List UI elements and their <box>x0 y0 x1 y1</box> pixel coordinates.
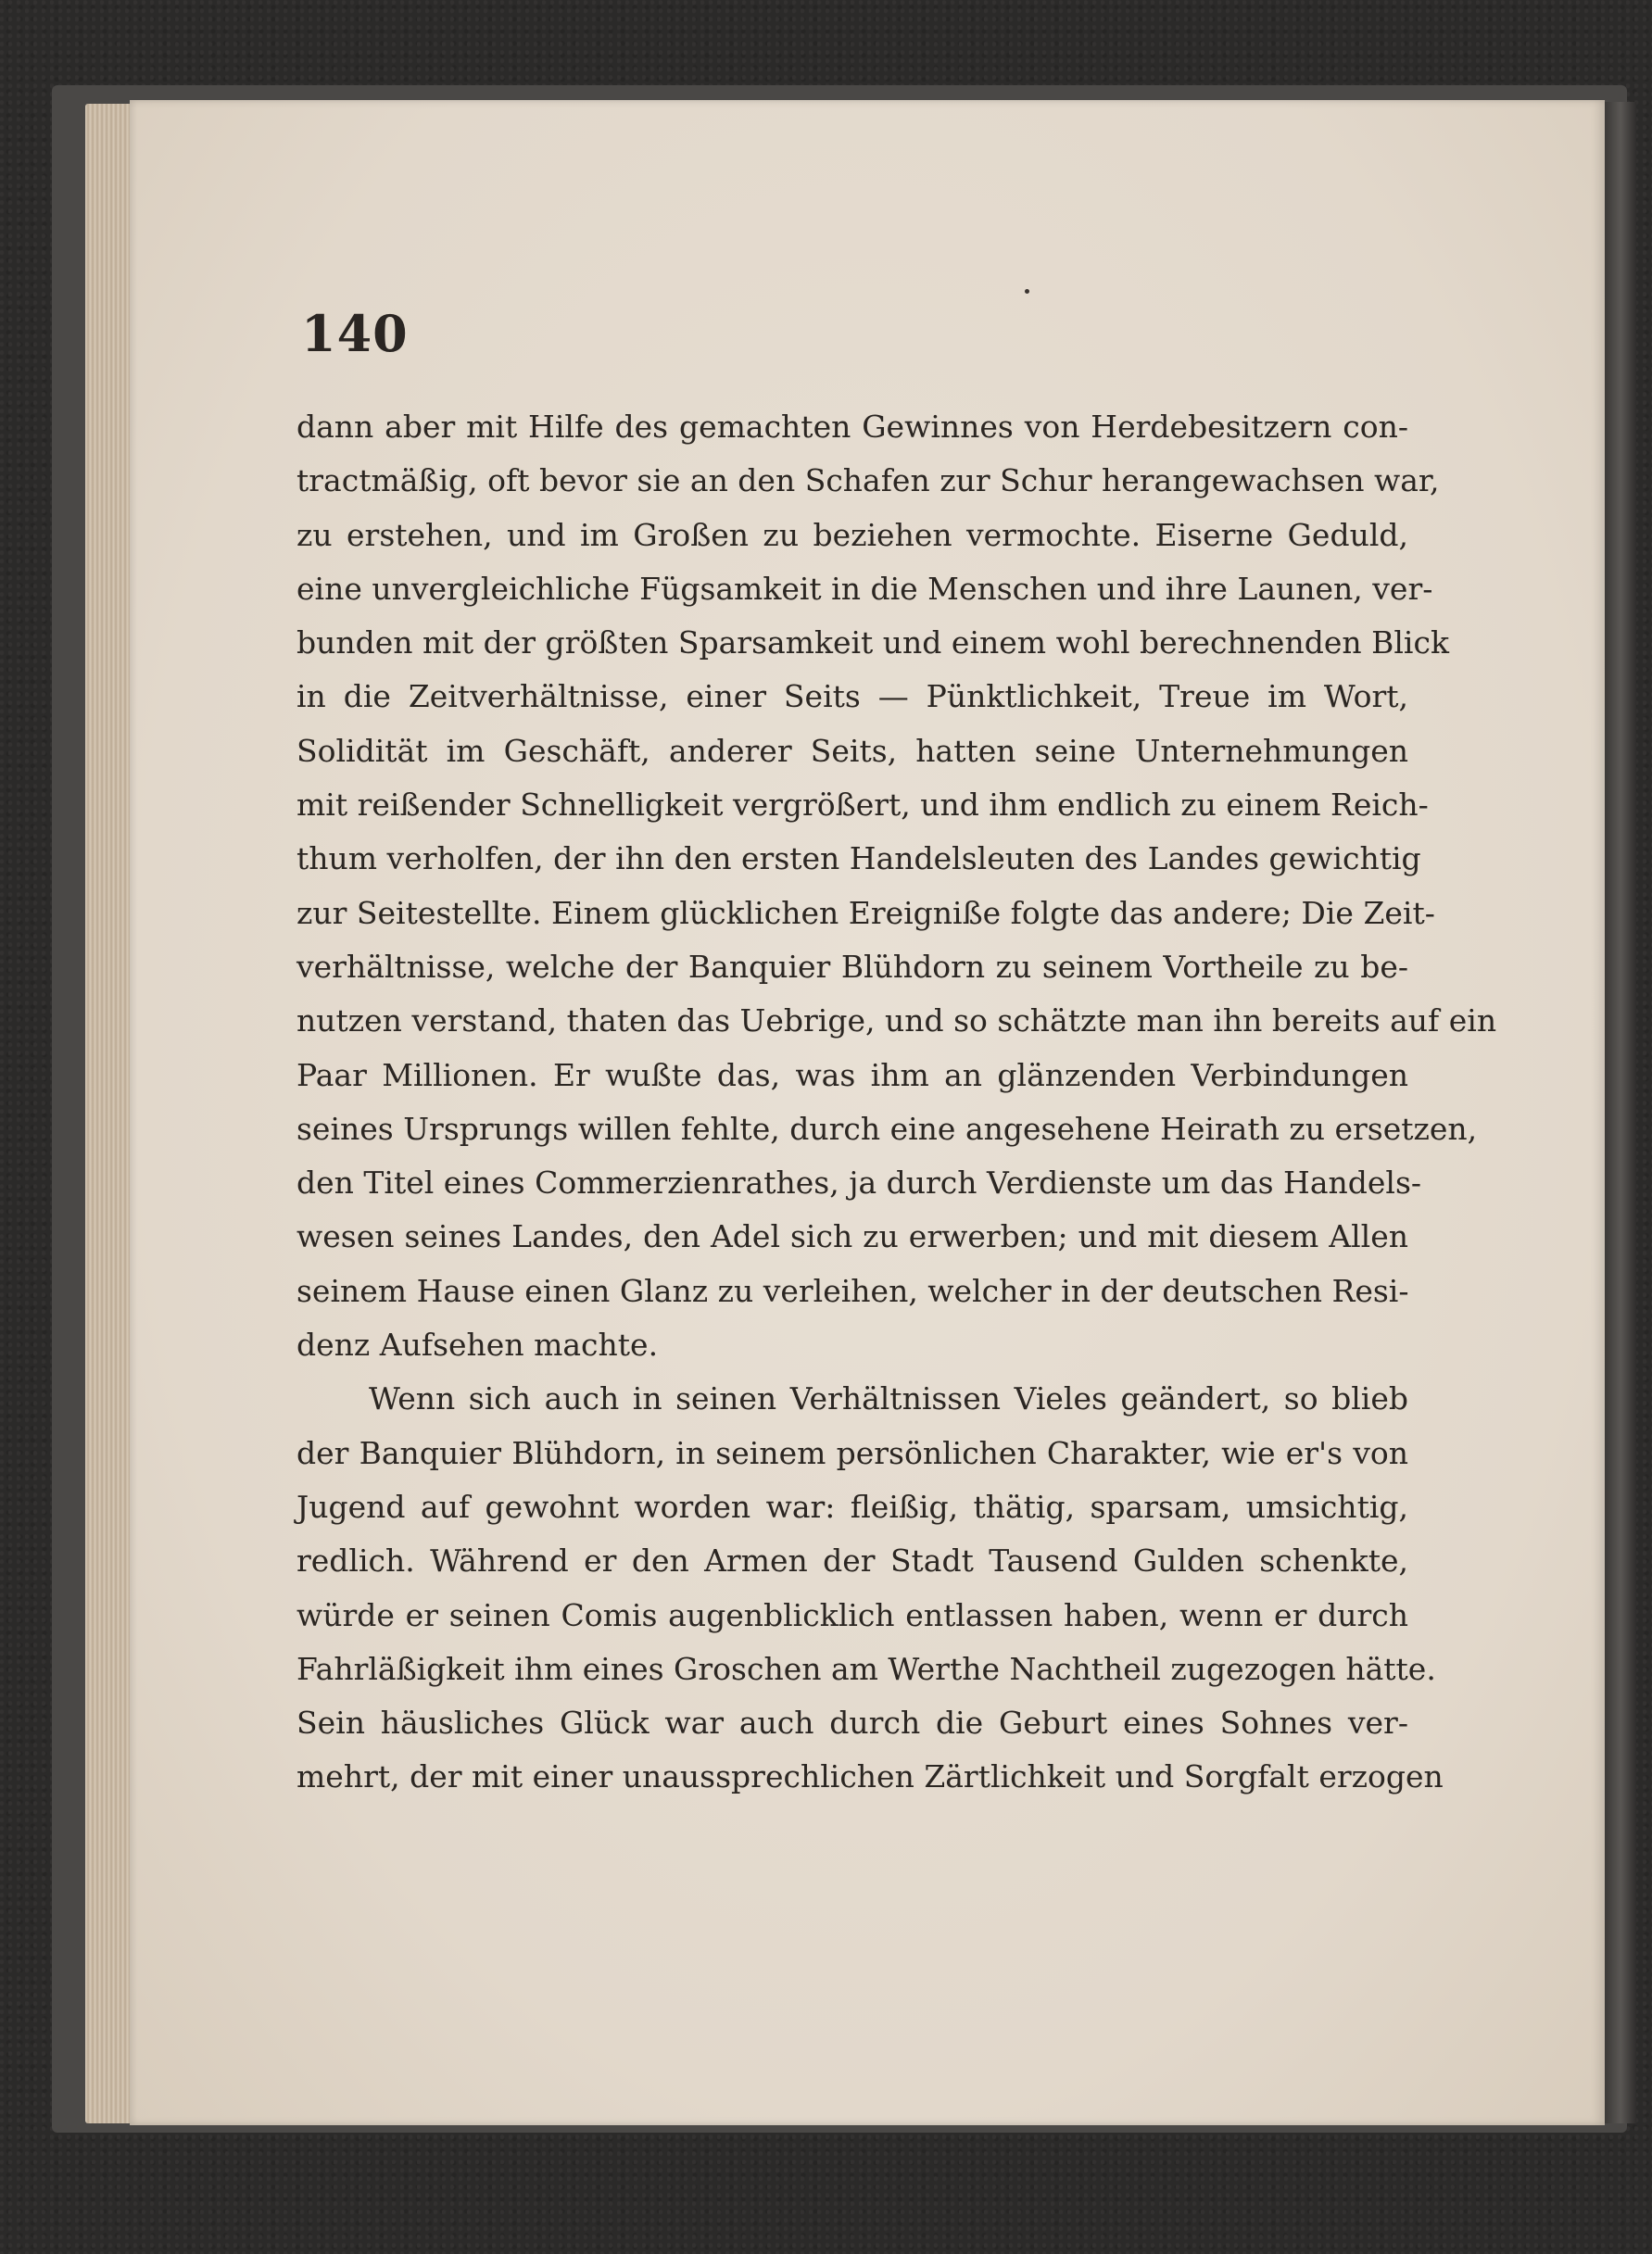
text-line: verhältnisse, welche der Banquier Blühdorn zu seinem Vortheile zu be- <box>296 948 1408 985</box>
text-line: Wenn sich auch in seinen Verhältnissen Vieles geändert, so blieb <box>369 1380 1408 1417</box>
text-line: würde er seinen Comis augenblicklich entlassen haben, wenn er durch <box>296 1596 1408 1633</box>
paragraph-2 <box>296 1372 1444 1804</box>
paragraph-1 <box>296 400 1497 1372</box>
text-line: eine unvergleichliche Fügsamkeit in die Menschen und ihre Launen, ver- <box>296 570 1433 607</box>
text-line: nutzen verstand, thaten das Uebrige, und so schätzte man ihn bereits auf ein <box>296 1002 1497 1039</box>
text-line: tractmäßig, oft bevor sie an den Schafen zur Schur herangewachsen war, <box>296 462 1440 499</box>
text-line: der Banquier Blühdorn, in seinem persönlichen Charakter, wie er's von <box>296 1434 1408 1471</box>
text-line: mit reißender Schnelligkeit vergrößert, und ihm endlich zu einem Reich- <box>296 787 1429 824</box>
text-line: den Titel eines Commerzienrathes, ja durch Verdienste um das Handels- <box>296 1165 1422 1202</box>
text-line: thum verholfen, der ihn den ersten Handelsleuten des Landes gewichtig <box>296 840 1421 877</box>
page-edges <box>85 104 133 2123</box>
text-line: dann aber mit Hilfe des gemachten Gewinnes von Herdebesitzern con- <box>296 409 1408 445</box>
text-line: mehrt, der mit einer unaussprechlichen Zärtlichkeit und Sorgfalt erzogen <box>296 1758 1444 1795</box>
text-line: bunden mit der größten Sparsamkeit und einem wohl berechnenden Blick <box>296 624 1449 661</box>
page-text <box>296 400 1497 1805</box>
text-line: zur Seitestellte. Einem glücklichen Ereigniße folgte das andere; Die Zeit- <box>296 894 1435 931</box>
text-line: Fahrläßigkeit ihm eines Groschen am Werthe Nachtheil zugezogen hätte. <box>296 1650 1436 1687</box>
text-line: Solidität im Geschäft, anderer Seits, hatten seine Unternehmungen <box>296 732 1408 769</box>
ink-speck <box>1025 289 1029 294</box>
text-line: Paar Millionen. Er wußte das, was ihm an glänzenden Verbindungen <box>296 1056 1408 1093</box>
text-line: denz Aufsehen machte. <box>296 1327 659 1364</box>
text-line: seines Ursprungs willen fehlte, durch eine angesehene Heirath zu ersetzen, <box>296 1110 1478 1147</box>
facing-page-edge <box>1605 102 1636 2123</box>
text-line: redlich. Während er den Armen der Stadt Tausend Gulden schenkte, <box>296 1543 1408 1580</box>
text-line: zu erstehen, und im Großen zu beziehen vermochte. Eiserne Geduld, <box>296 516 1408 553</box>
text-line: Jugend auf gewohnt worden war: fleißig, thätig, sparsam, umsichtig, <box>296 1488 1408 1525</box>
text-line: seinem Hause einen Glanz zu verleihen, welcher in der deutschen Resi- <box>296 1272 1409 1309</box>
text-line: wesen seines Landes, den Adel sich zu erwerben; und mit diesem Allen <box>296 1218 1408 1255</box>
page-number: 140 <box>301 304 409 363</box>
text-line: in die Zeitverhältnisse, einer Seits — Pünktlichkeit, Treue im Wort, <box>296 678 1408 715</box>
text-line: Sein häusliches Glück war auch durch die Geburt eines Sohnes ver- <box>296 1705 1408 1742</box>
